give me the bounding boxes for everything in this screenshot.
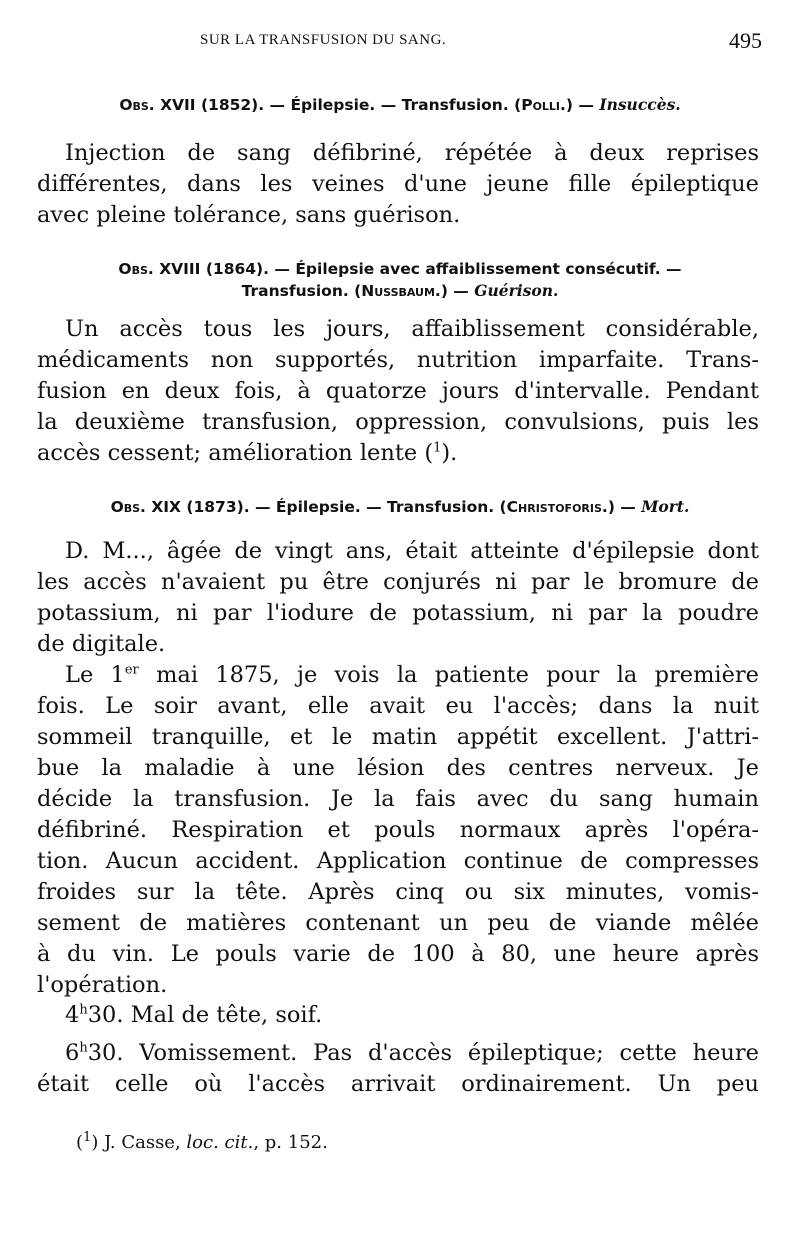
footnote-italic: loc. cit. (186, 1132, 254, 1153)
text-fragment: ). (441, 440, 458, 466)
obs-details: Transfusion. ( (241, 282, 362, 300)
text-line: à du vin. Le pouls varie de 100 à 80, une heure après (37, 941, 759, 967)
obs-details: (1864). — Épilepsie avec affaiblissement consécutif. — (200, 260, 682, 278)
obs-author: Nussbaum. (361, 282, 441, 300)
text-line: Un accès tous les jours, affaiblissement considérable, (65, 316, 759, 342)
text-line: différentes, dans les veines d'une jeune fille épileptique (37, 171, 759, 197)
text-line: décide la transfusion. Je la fais avec du sang humain (37, 786, 759, 812)
obs-result: Insuccès. (599, 95, 681, 114)
text-fragment: mai 1875, je vois la patiente pour la première (138, 662, 759, 688)
obs-details: (1873). — Épilepsie. — Transfusion. ( (181, 498, 507, 516)
text-line: défibriné. Respiration et pouls normaux après l'opéra- (37, 817, 759, 843)
superscript: er (124, 662, 139, 678)
text-line: fusion en deux fois, à quatorze jours d'intervalle. Pendant (37, 378, 759, 404)
paragraph-3 (37, 536, 759, 660)
observation-heading-19 (0, 496, 800, 518)
paragraph-2 (37, 314, 759, 469)
text-line: sement de matières contenant un peu de viande mêlée (37, 910, 759, 936)
obs-number: Obs. XVIII (118, 260, 201, 278)
text-fragment: 4 (65, 1002, 80, 1028)
text-line: la deuxième transfusion, oppression, convulsions, puis les (37, 409, 759, 435)
obs-result: Guérison. (474, 281, 559, 300)
footnote (76, 1132, 328, 1153)
text-line (37, 438, 759, 469)
text-fragment: 30. Vomissement. Pas d'accès épileptique; cette heure (87, 1040, 759, 1066)
text-line: tion. Aucun accident. Application continue de compresses (37, 848, 759, 874)
footnote-mark: ($^1$) (76, 1130, 99, 1153)
obs-separator: ) — (607, 498, 642, 516)
page-number: 495 (729, 28, 762, 53)
text-line: Injection de sang défibriné, répétée à deux reprises (65, 140, 759, 166)
observation-heading-18 (0, 258, 800, 302)
text-fragment: Le 1 (65, 662, 125, 688)
text-line (37, 660, 759, 691)
text-line: sommeil tranquille, et le matin appétit excellent. J'attri- (37, 724, 759, 750)
text-line (37, 1038, 759, 1069)
running-title: SUR LA TRANSFUSION DU SANG. (200, 32, 447, 48)
observation-heading-17 (0, 94, 800, 116)
text-line: froides sur la tête. Après cinq ou six minutes, vomis- (37, 879, 759, 905)
paragraph-5 (37, 1000, 759, 1031)
text-line: de digitale. (37, 631, 166, 657)
text-fragment: 30. Mal de tête, soif. (87, 1002, 323, 1028)
obs-author: Christoforis. (506, 498, 608, 516)
obs-separator: ) — (565, 96, 600, 114)
text-line: potassium, ni par l'iodure de potassium, ni par la poudre (37, 600, 759, 626)
obs-separator: ) — (440, 282, 475, 300)
footnote-ref: 1 (433, 440, 442, 456)
obs-result: Mort. (641, 497, 690, 516)
text-line: D. M..., âgée de vingt ans, était atteinte d'épilepsie dont (65, 538, 759, 564)
superscript: h (79, 1040, 88, 1056)
text-fragment: 6 (65, 1040, 80, 1066)
obs-number: Obs. XVII (119, 96, 196, 114)
text-line (37, 1000, 759, 1031)
paragraph-4 (37, 660, 759, 1001)
paragraph-6 (37, 1038, 759, 1100)
superscript: h (79, 1002, 88, 1018)
text-line: l'opération. (37, 972, 168, 998)
obs-details: (1852). — Épilepsie. — Transfusion. ( (195, 96, 522, 114)
text-line: fois. Le soir avant, elle avait eu l'accès; dans la nuit (37, 693, 759, 719)
text-fragment: accès cessent; amélioration lente ( (37, 440, 434, 466)
text-line: médicaments non supportés, nutrition imparfaite. Trans- (37, 347, 759, 373)
obs-number: Obs. XIX (110, 498, 181, 516)
footnote-text: J. Casse, (98, 1132, 187, 1153)
footnote-text: , p. 152. (253, 1132, 328, 1153)
text-line: les accès n'avaient pu être conjurés ni par le bromure de (37, 569, 759, 595)
text-line: avec pleine tolérance, sans guérison. (37, 202, 461, 228)
text-line: bue la maladie à une lésion des centres nerveux. Je (37, 755, 759, 781)
paragraph-1 (37, 138, 759, 231)
obs-author: Polli. (521, 96, 566, 114)
text-line: était celle où l'accès arrivait ordinairement. Un peu (37, 1071, 759, 1097)
footnote-number: 1 (83, 1130, 92, 1145)
